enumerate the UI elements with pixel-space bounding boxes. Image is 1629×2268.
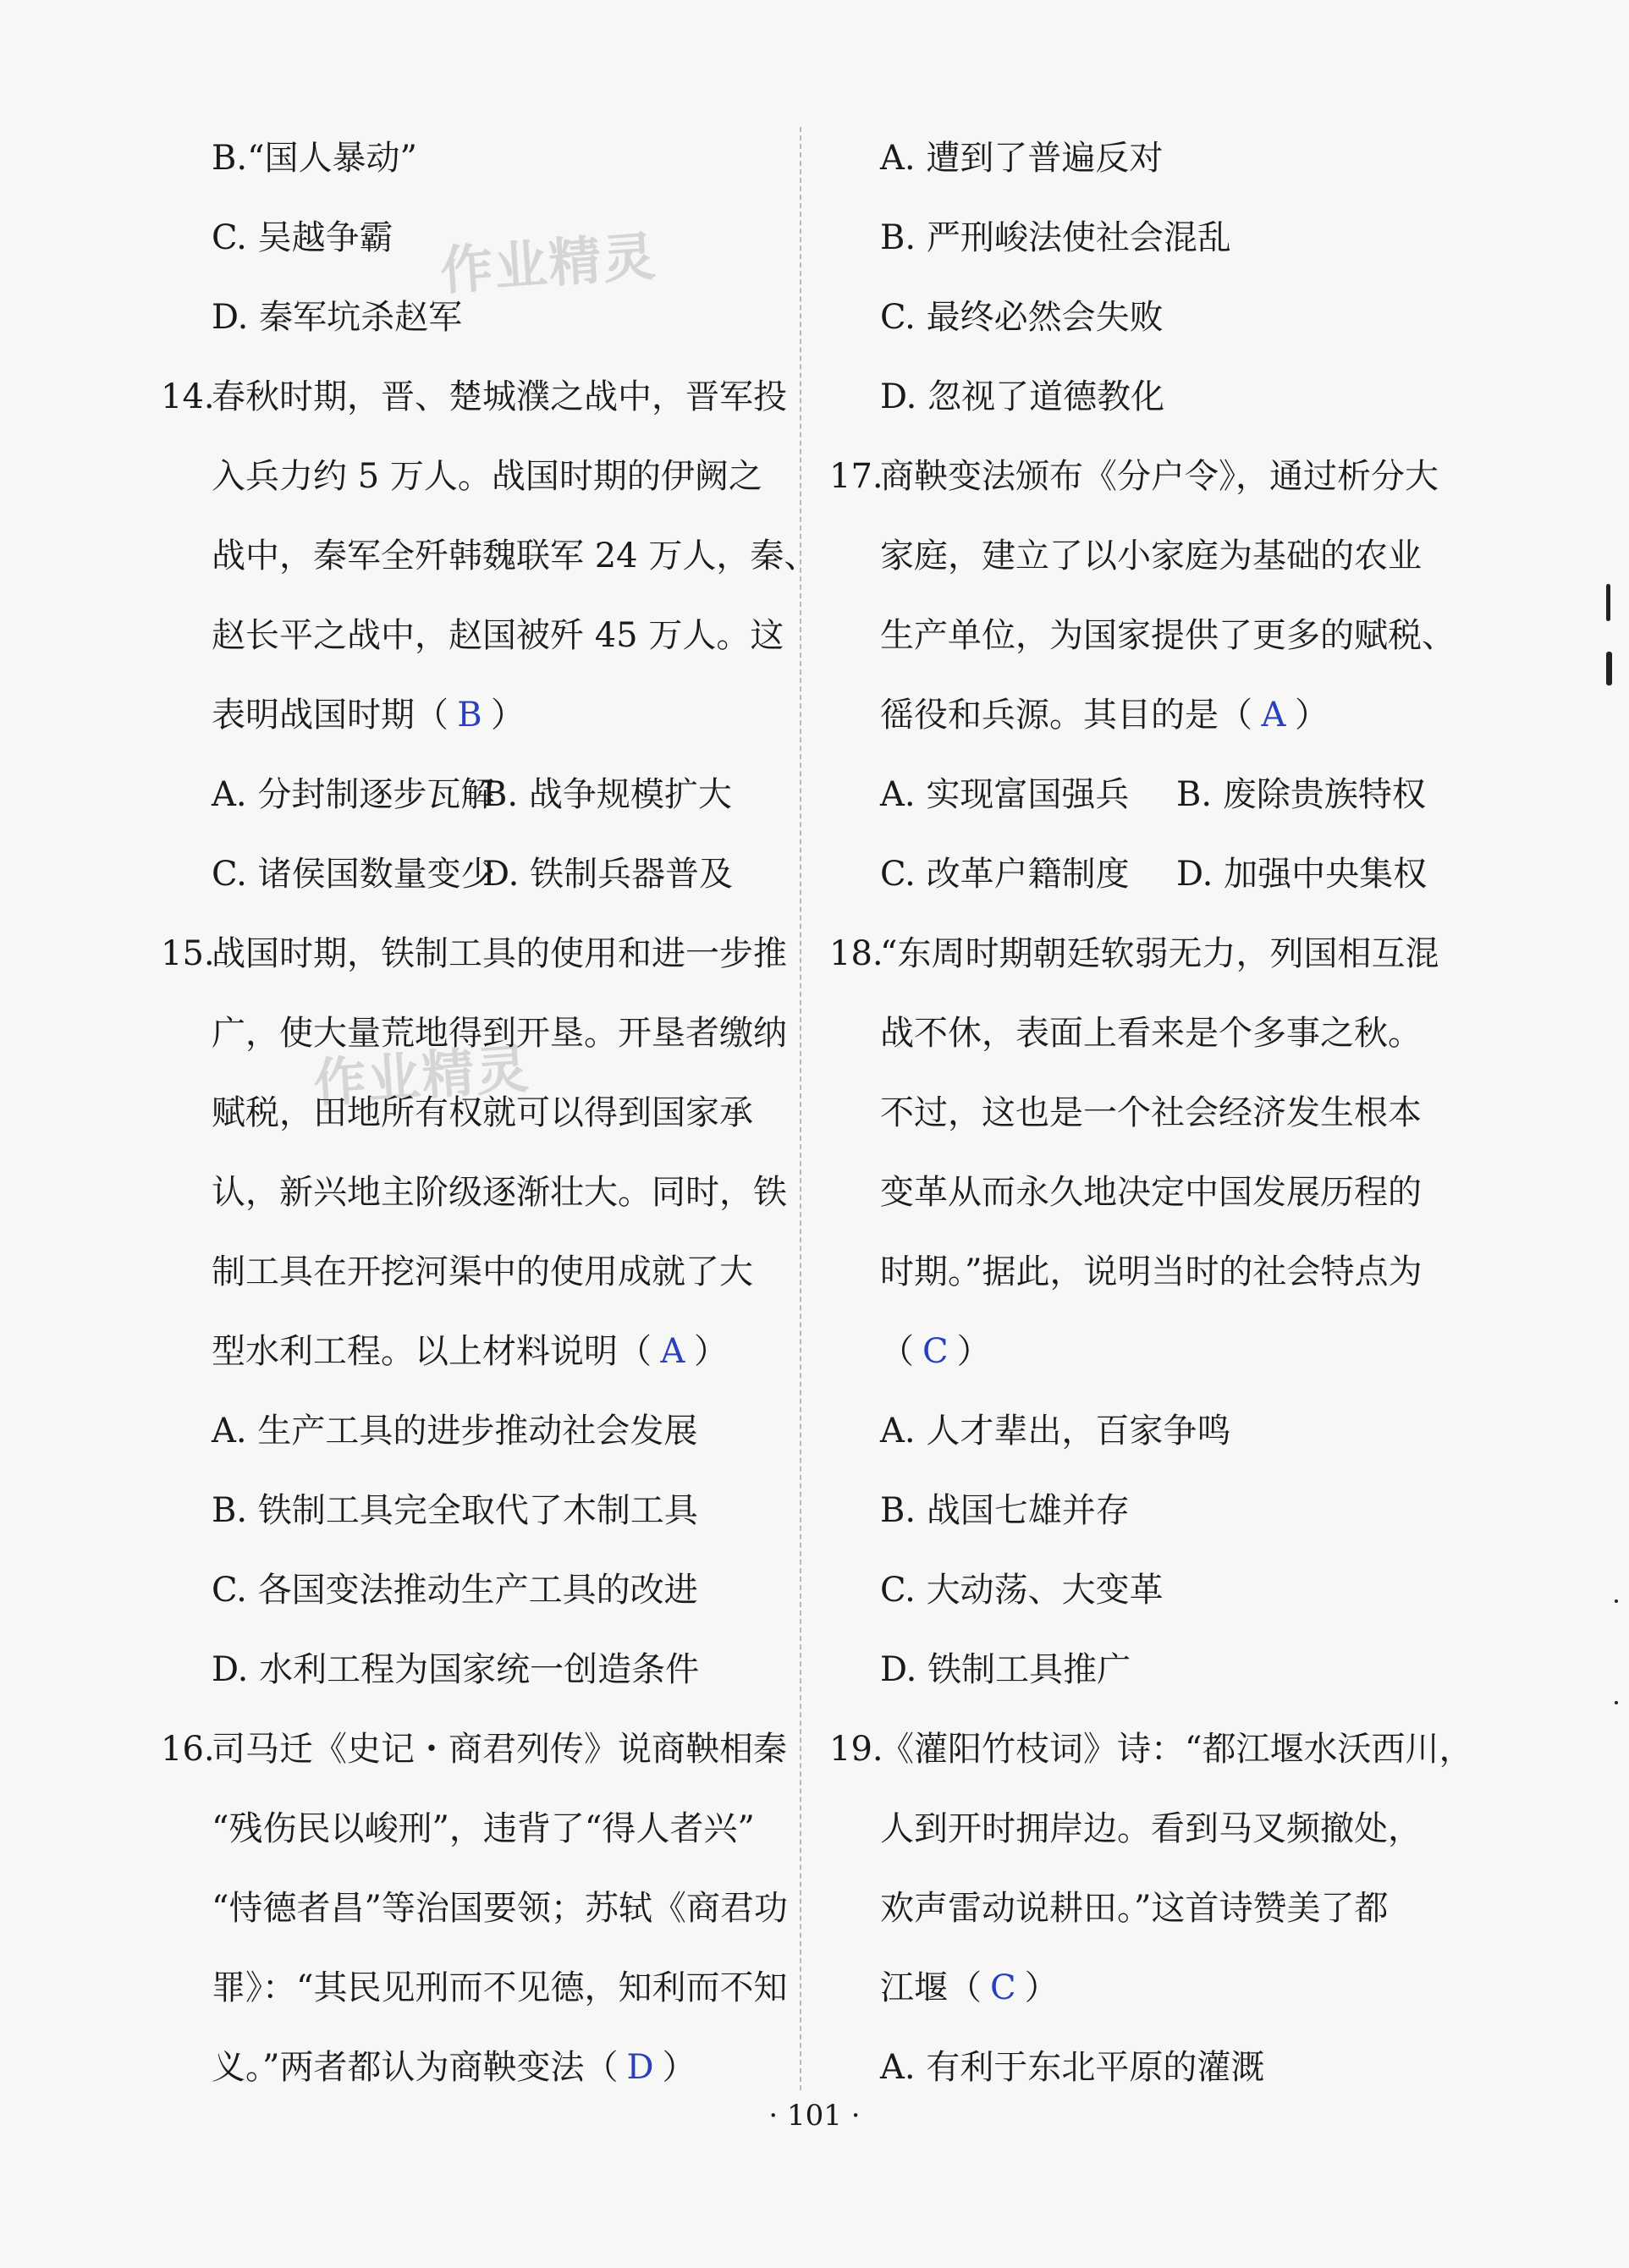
question-text: “东周时期朝廷软弱无力，列国相互混 <box>880 934 1439 973</box>
question-text: 型水利工程。以上材料说明（ <box>212 1332 652 1371</box>
question-16-line <box>161 2028 779 2107</box>
question-14-line <box>161 675 779 755</box>
option: B. 战争规模扩大 <box>482 775 732 814</box>
question-number: 15. <box>161 934 215 973</box>
option: D. 铁制兵器普及 <box>482 855 734 894</box>
question-text: （ <box>880 1332 914 1371</box>
question-18-line: 战不休，表面上看来是个多事之秋。 <box>880 1014 1422 1053</box>
answer-mark: C <box>990 1968 1016 2007</box>
option-row <box>161 755 779 834</box>
option: D. 忽视了道德教化 <box>880 377 1165 416</box>
question-16-line <box>161 1709 787 1789</box>
question-14-line: 战中，秦军全歼韩魏联军 24 万人，秦、 <box>212 537 818 575</box>
question-text: 表明战国时期（ <box>212 696 449 735</box>
answer-mark: A <box>1261 696 1286 735</box>
question-text: 徭役和兵源。其目的是（ <box>880 696 1252 735</box>
watermark: 作业精灵 <box>438 225 659 302</box>
question-19-line: 欢声雷动说耕田。”这首诗赞美了都 <box>880 1889 1389 1928</box>
question-14-line <box>161 357 787 437</box>
scan-mark <box>1606 584 1610 621</box>
question-text: 《灌阳竹枝词》诗：“都江堰水沃西川， <box>880 1730 1473 1769</box>
scan-mark <box>1615 1701 1618 1704</box>
question-15-line: 赋税，田地所有权就可以得到国家承 <box>212 1093 753 1132</box>
option-row <box>161 834 779 914</box>
question-19-line <box>829 1948 1447 2028</box>
answer-mark: B <box>457 696 482 735</box>
option: D. 水利工程为国家统一创造条件 <box>212 1650 700 1689</box>
option: C. 改革户籍制度 <box>880 855 1130 894</box>
question-17-line: 家庭，建立了以小家庭为基础的农业 <box>880 537 1422 575</box>
question-14-line: 入兵力约 5 万人。战国时期的伊阙之 <box>212 457 762 496</box>
option: C. 吴越争霸 <box>212 218 393 257</box>
option: B. 严刑峻法使社会混乱 <box>880 218 1231 257</box>
question-16-line: “残伤民以峻刑”，违背了“得人者兴” <box>212 1809 755 1848</box>
question-18-line: 变革从而永久地决定中国发展历程的 <box>880 1173 1422 1212</box>
question-text: ） <box>491 696 525 735</box>
option: B. 铁制工具完全取代了木制工具 <box>212 1491 698 1530</box>
question-text: 商鞅变法颁布《分户令》，通过析分大 <box>880 457 1439 496</box>
question-text: 义。”两者都认为商鞅变法（ <box>212 2048 619 2087</box>
question-15-line: 认，新兴地主阶级逐渐壮大。同时，铁 <box>212 1173 787 1212</box>
question-16-line: 罪》：“其民见刑而不见德，知利而不知 <box>212 1968 788 2007</box>
scan-mark <box>1606 652 1612 685</box>
question-14-line: 赵长平之战中，赵国被歼 45 万人。这 <box>212 616 784 655</box>
question-text: ） <box>694 1332 728 1371</box>
right-column <box>829 118 1473 2107</box>
left-column <box>161 118 818 2107</box>
option: B.“国人暴动” <box>212 139 418 178</box>
question-number: 17. <box>829 457 883 496</box>
question-number: 14. <box>161 377 215 416</box>
question-text: ） <box>956 1332 991 1371</box>
option: D. 秦军坑杀赵军 <box>212 298 463 337</box>
column-divider <box>800 127 801 2090</box>
question-17-line <box>829 675 1447 755</box>
question-text: ） <box>1295 696 1329 735</box>
option-row <box>829 755 1447 834</box>
option: C. 各国变法推动生产工具的改进 <box>212 1571 698 1610</box>
question-15-line: 制工具在开挖河渠中的使用成就了大 <box>212 1252 753 1291</box>
question-text: 司马迁《史记・商君列传》说商鞅相秦 <box>212 1730 787 1769</box>
option: A. 遭到了普遍反对 <box>880 139 1164 178</box>
question-number: 19. <box>829 1730 883 1769</box>
option: A. 实现富国强兵 <box>880 775 1130 814</box>
option: B. 废除贵族特权 <box>1176 775 1426 814</box>
question-18-line <box>829 1312 1447 1391</box>
question-17-line <box>829 437 1447 516</box>
option: C. 诸侯国数量变少 <box>212 855 495 894</box>
question-19-line: 人到开时拥岸边。看到马叉频撤处， <box>880 1809 1422 1848</box>
question-15-line <box>161 1312 779 1391</box>
question-number: 18. <box>829 934 883 973</box>
option: D. 加强中央集权 <box>1176 855 1428 894</box>
answer-mark: A <box>660 1332 685 1371</box>
option: A. 有利于东北平原的灌溉 <box>880 2048 1265 2087</box>
option: A. 分封制逐步瓦解 <box>212 775 495 814</box>
option: C. 大动荡、大变革 <box>880 1571 1164 1610</box>
question-text: ） <box>662 2048 696 2087</box>
option: A. 生产工具的进步推动社会发展 <box>212 1412 698 1451</box>
question-18-line <box>829 914 1447 994</box>
option: B. 战国七雄并存 <box>880 1491 1130 1530</box>
question-18-line: 时期。”据此，说明当时的社会特点为 <box>880 1252 1423 1291</box>
option-row <box>829 834 1447 914</box>
page-number: · 101 · <box>768 2099 861 2133</box>
question-17-line: 生产单位，为国家提供了更多的赋税、 <box>880 616 1456 655</box>
question-19-line <box>829 1709 1473 1789</box>
question-text: 江堰（ <box>880 1968 982 2007</box>
question-15-line <box>161 914 787 994</box>
question-number: 16. <box>161 1730 215 1769</box>
watermark: 作业精灵 <box>311 1038 532 1115</box>
option: D. 铁制工具推广 <box>880 1650 1131 1689</box>
question-text: 春秋时期，晋、楚城濮之战中，晋军投 <box>212 377 787 416</box>
question-18-line: 不过，这也是一个社会经济发生根本 <box>880 1093 1422 1132</box>
answer-mark: D <box>626 2048 654 2087</box>
scan-mark <box>1615 1599 1618 1603</box>
question-text: ） <box>1024 1968 1059 2007</box>
question-15-line: 广，使大量荒地得到开垦。开垦者缴纳 <box>212 1014 787 1053</box>
option: C. 最终必然会失败 <box>880 298 1164 337</box>
answer-mark: C <box>922 1332 949 1371</box>
option: A. 人才辈出，百家争鸣 <box>880 1412 1231 1451</box>
question-16-line: “恃德者昌”等治国要领；苏轼《商君功 <box>212 1889 788 1928</box>
question-text: 战国时期，铁制工具的使用和进一步推 <box>212 934 787 973</box>
